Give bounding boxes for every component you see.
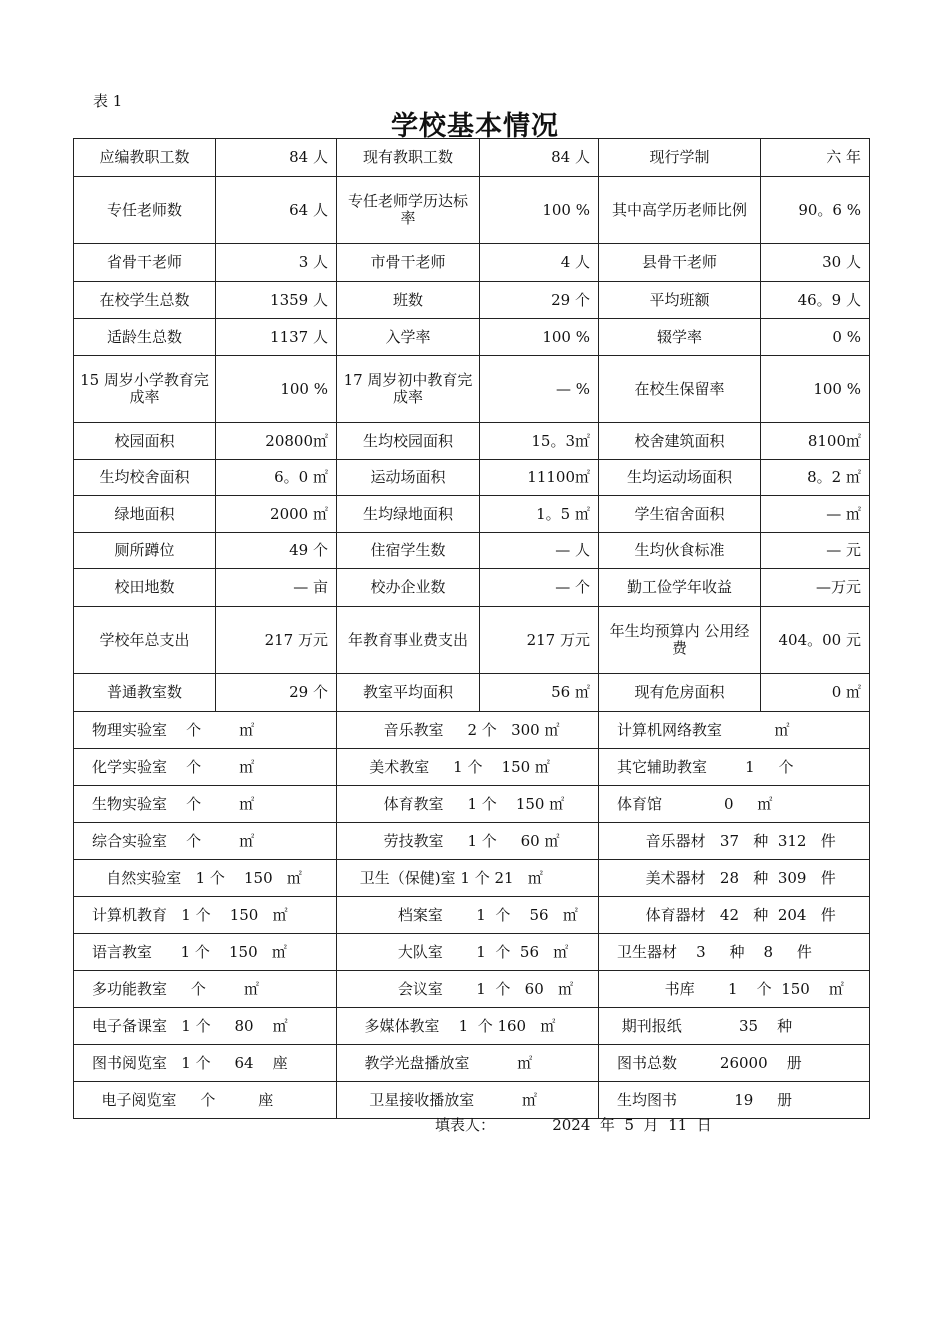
facility-row: [74, 712, 870, 749]
field-label: 现有教职工数: [337, 139, 480, 177]
field-value: — ㎡: [761, 496, 870, 533]
stats-row: [74, 423, 870, 460]
field-value: 100 %: [216, 356, 337, 423]
field-value: —万元: [761, 569, 870, 607]
field-value: 56 ㎡: [480, 674, 599, 712]
facility-cell: 图书阅览室 1 个 64 座: [74, 1045, 337, 1082]
field-label: 运动场面积: [337, 460, 480, 496]
field-value: 217 万元: [216, 607, 337, 674]
facility-cell: 化学实验室 个 ㎡: [74, 749, 337, 786]
field-value: 46。9 人: [761, 282, 870, 319]
facility-row: [74, 971, 870, 1008]
facility-cell: 档案室 1 个 56 ㎡: [337, 897, 599, 934]
field-label: 班数: [337, 282, 480, 319]
field-label: 其中高学历老师比例: [599, 177, 761, 244]
facility-cell: 期刊报纸 35 种: [599, 1008, 870, 1045]
field-label: 校舍建筑面积: [599, 423, 761, 460]
facility-row: [74, 897, 870, 934]
field-label: 在校生保留率: [599, 356, 761, 423]
facility-row: [74, 1045, 870, 1082]
field-value: 84 人: [480, 139, 599, 177]
field-value: — 亩: [216, 569, 337, 607]
facility-cell: 生物实验室 个 ㎡: [74, 786, 337, 823]
signature-line: 填表人： 2024 年 5 月 11 日: [435, 1116, 712, 1134]
facility-cell: 卫生（保健)室 1 个 21 ㎡: [337, 860, 599, 897]
facility-cell: 美术器材 28 种 309 件: [599, 860, 870, 897]
field-label: 普通教室数: [74, 674, 216, 712]
facility-cell: 其它辅助教室 1 个: [599, 749, 870, 786]
field-label: 应编教职工数: [74, 139, 216, 177]
field-label: 现行学制: [599, 139, 761, 177]
facility-cell: 多功能教室 个 ㎡: [74, 971, 337, 1008]
field-value: 0 %: [761, 319, 870, 356]
facility-cell: 卫生器材 3 种 8 件: [599, 934, 870, 971]
field-value: 8100㎡: [761, 423, 870, 460]
stats-row: [74, 282, 870, 319]
field-label: 县骨干老师: [599, 244, 761, 282]
facility-row: [74, 823, 870, 860]
field-label: 年生均预算内 公用经费: [599, 607, 761, 674]
facility-cell: 体育馆 0 ㎡: [599, 786, 870, 823]
field-label: 专任老师学历达标率: [337, 177, 480, 244]
facility-cell: 电子阅览室 个 座: [74, 1082, 337, 1119]
facility-cell: 体育教室 1 个 150 ㎡: [337, 786, 599, 823]
field-label: 住宿学生数: [337, 533, 480, 569]
facility-cell: 劳技教室 1 个 60 ㎡: [337, 823, 599, 860]
field-label: 现有危房面积: [599, 674, 761, 712]
field-value: 六 年: [761, 139, 870, 177]
field-label: 生均绿地面积: [337, 496, 480, 533]
field-label: 生均校园面积: [337, 423, 480, 460]
facility-cell: 教学光盘播放室 ㎡: [337, 1045, 599, 1082]
field-value: 6。0 ㎡: [216, 460, 337, 496]
facility-cell: 综合实验室 个 ㎡: [74, 823, 337, 860]
field-label: 入学率: [337, 319, 480, 356]
field-value: 217 万元: [480, 607, 599, 674]
facility-cell: 计算机网络教室 ㎡: [599, 712, 870, 749]
field-label: 生均伙食标准: [599, 533, 761, 569]
facility-row: [74, 749, 870, 786]
field-value: — 元: [761, 533, 870, 569]
stats-row: [74, 533, 870, 569]
field-value: — 人: [480, 533, 599, 569]
field-value: 3 人: [216, 244, 337, 282]
field-label: 学生宿舍面积: [599, 496, 761, 533]
stats-row: [74, 139, 870, 177]
field-value: — %: [480, 356, 599, 423]
facility-cell: 物理实验室 个 ㎡: [74, 712, 337, 749]
facility-cell: 体育器材 42 种 204 件: [599, 897, 870, 934]
page-title: 学校基本情况: [391, 111, 559, 142]
facility-cell: 多媒体教室 1 个 160 ㎡: [337, 1008, 599, 1045]
field-label: 省骨干老师: [74, 244, 216, 282]
facility-row: [74, 1008, 870, 1045]
field-value: 29 个: [480, 282, 599, 319]
stats-row: [74, 356, 870, 423]
field-value: 100 %: [480, 177, 599, 244]
facility-cell: 美术教室 1 个 150 ㎡: [337, 749, 599, 786]
field-label: 校办企业数: [337, 569, 480, 607]
field-label: 平均班额: [599, 282, 761, 319]
stats-row: [74, 607, 870, 674]
field-label: 市骨干老师: [337, 244, 480, 282]
table-label: 表 1: [93, 92, 123, 110]
field-value: 404。00 元: [761, 607, 870, 674]
stats-row: [74, 177, 870, 244]
field-value: 4 人: [480, 244, 599, 282]
field-value: 30 人: [761, 244, 870, 282]
field-label: 17 周岁初中教育完成率: [337, 356, 480, 423]
field-label: 学校年总支出: [74, 607, 216, 674]
field-label: 绿地面积: [74, 496, 216, 533]
facility-cell: 生均图书 19 册: [599, 1082, 870, 1119]
stats-row: [74, 496, 870, 533]
field-label: 教室平均面积: [337, 674, 480, 712]
field-label: 厕所蹲位: [74, 533, 216, 569]
field-value: 1137 人: [216, 319, 337, 356]
field-label: 勤工俭学年收益: [599, 569, 761, 607]
field-value: 49 个: [216, 533, 337, 569]
field-label: 年教育事业费支出: [337, 607, 480, 674]
field-value: 100 %: [480, 319, 599, 356]
field-value: 84 人: [216, 139, 337, 177]
facility-row: [74, 934, 870, 971]
facility-cell: 语言教室 1 个 150 ㎡: [74, 934, 337, 971]
field-value: 20800㎡: [216, 423, 337, 460]
field-label: 辍学率: [599, 319, 761, 356]
facility-cell: 卫星接收播放室 ㎡: [337, 1082, 599, 1119]
facility-cell: 电子备课室 1 个 80 ㎡: [74, 1008, 337, 1045]
facility-cell: 音乐教室 2 个 300 ㎡: [337, 712, 599, 749]
field-label: 生均校舍面积: [74, 460, 216, 496]
field-value: 15。3㎡: [480, 423, 599, 460]
field-value: 0 ㎡: [761, 674, 870, 712]
stats-row: [74, 569, 870, 607]
field-label: 校田地数: [74, 569, 216, 607]
facility-cell: 自然实验室 1 个 150 ㎡: [74, 860, 337, 897]
stats-row: [74, 244, 870, 282]
stats-row: [74, 674, 870, 712]
facility-cell: 书库 1 个 150 ㎡: [599, 971, 870, 1008]
stats-row: [74, 460, 870, 496]
school-info-table: [73, 138, 870, 1119]
facility-cell: 会议室 1 个 60 ㎡: [337, 971, 599, 1008]
field-label: 15 周岁小学教育完成率: [74, 356, 216, 423]
field-label: 专任老师数: [74, 177, 216, 244]
field-label: 在校学生总数: [74, 282, 216, 319]
facility-cell: 计算机教育 1 个 150 ㎡: [74, 897, 337, 934]
field-value: 1359 人: [216, 282, 337, 319]
field-value: 8。2 ㎡: [761, 460, 870, 496]
facility-row: [74, 786, 870, 823]
facility-cell: 音乐器材 37 种 312 件: [599, 823, 870, 860]
facility-cell: 大队室 1 个 56 ㎡: [337, 934, 599, 971]
field-value: 90。6 %: [761, 177, 870, 244]
field-label: 适龄生总数: [74, 319, 216, 356]
field-value: 100 %: [761, 356, 870, 423]
field-value: 2000 ㎡: [216, 496, 337, 533]
stats-row: [74, 319, 870, 356]
field-value: 1。5 ㎡: [480, 496, 599, 533]
field-label: 校园面积: [74, 423, 216, 460]
field-label: 生均运动场面积: [599, 460, 761, 496]
field-value: — 个: [480, 569, 599, 607]
field-value: 64 人: [216, 177, 337, 244]
facility-row: [74, 860, 870, 897]
facility-cell: 图书总数 26000 册: [599, 1045, 870, 1082]
field-value: 11100㎡: [480, 460, 599, 496]
facility-row: [74, 1082, 870, 1119]
field-value: 29 个: [216, 674, 337, 712]
